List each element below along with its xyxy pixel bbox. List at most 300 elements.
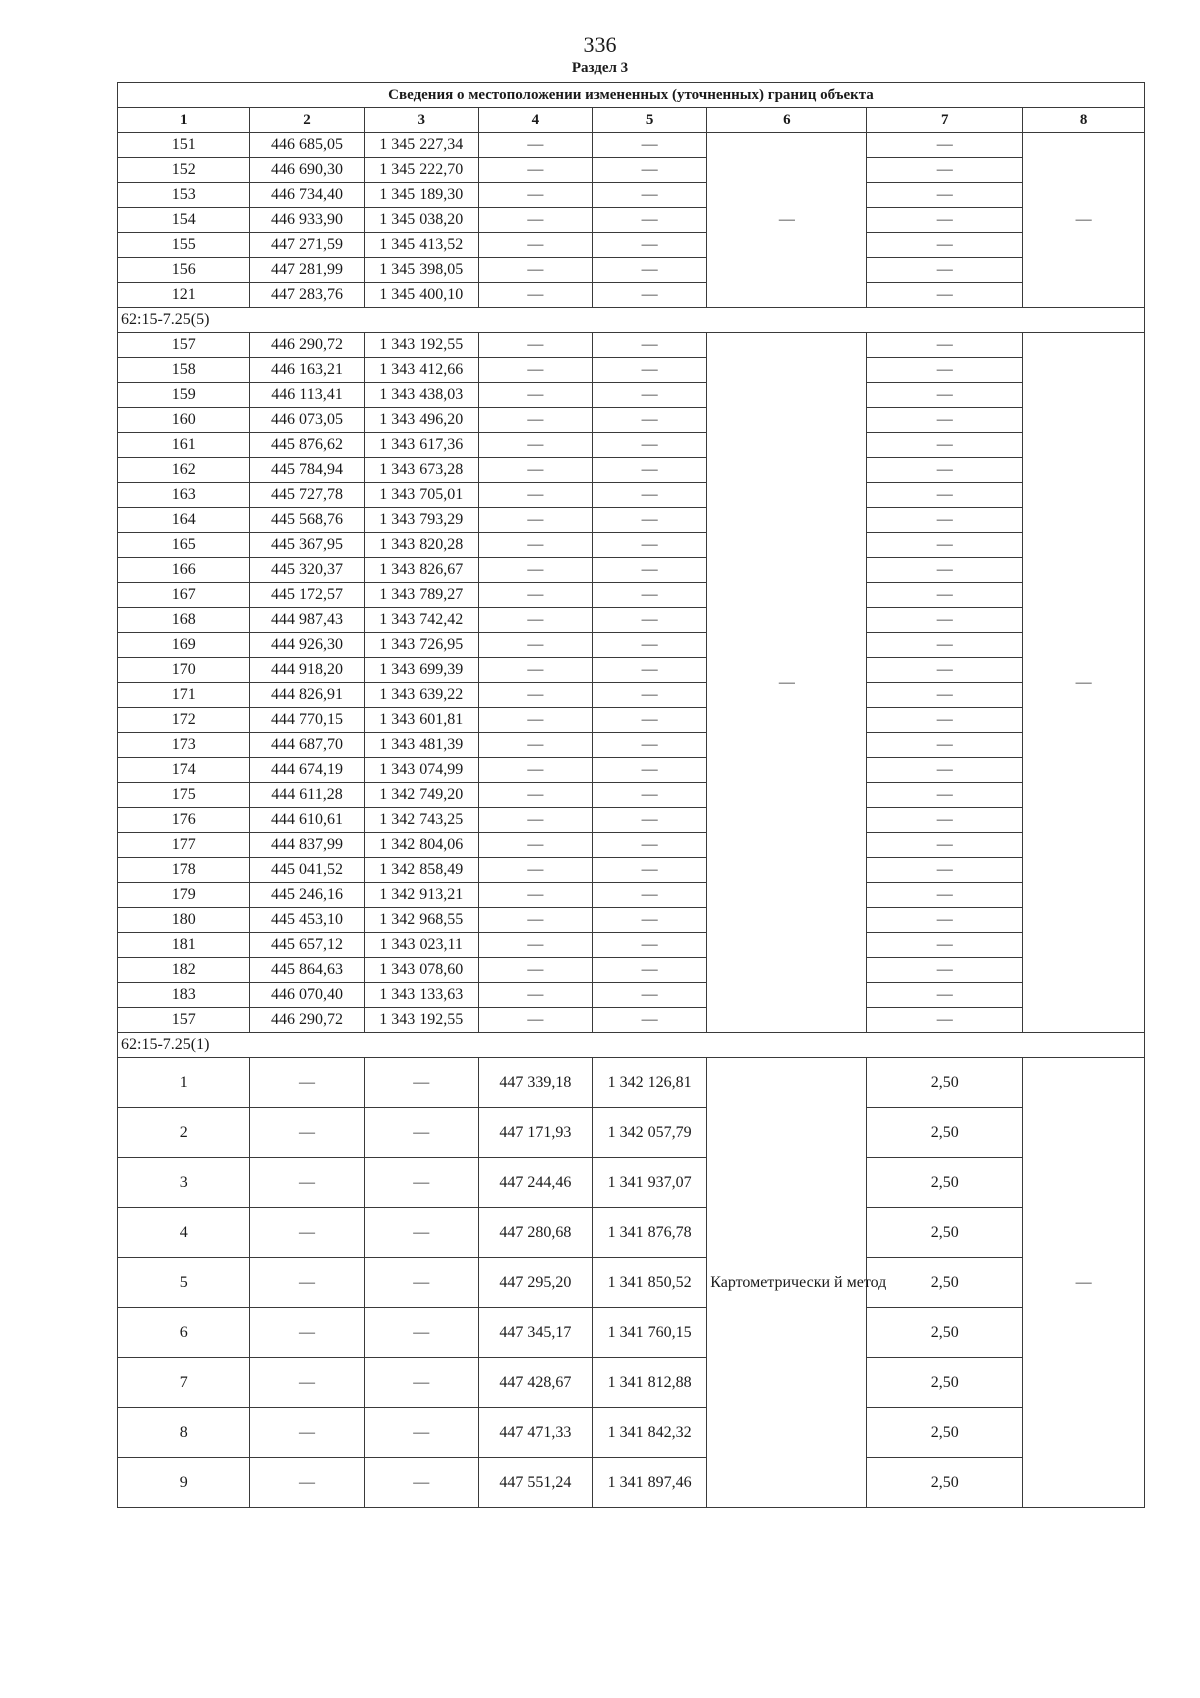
group-header-row (118, 308, 1145, 333)
cell-col-5: — (593, 758, 707, 783)
cell-col-7: — (867, 483, 1023, 508)
cell-col-5: — (593, 258, 707, 283)
cell-col-5: — (593, 333, 707, 358)
table-row (118, 858, 1145, 883)
cell-col-5: — (593, 958, 707, 983)
column-number-6: 6 (707, 108, 867, 133)
cell-col-1: 173 (118, 733, 250, 758)
cell-col-7: — (867, 758, 1023, 783)
cell-col-3: 1 342 743,25 (364, 808, 478, 833)
cell-col-2: 445 367,95 (250, 533, 364, 558)
cell-col-4: — (478, 883, 592, 908)
cell-col-1: 151 (118, 133, 250, 158)
cell-col-2: 446 073,05 (250, 408, 364, 433)
cell-col-5: 1 341 897,46 (593, 1458, 707, 1508)
cell-col-8-merged: — (1023, 333, 1145, 1033)
group-label: 62:15-7.25(5) (118, 308, 1145, 333)
cell-col-7: — (867, 733, 1023, 758)
cell-col-3: — (364, 1408, 478, 1458)
cell-col-3: 1 343 820,28 (364, 533, 478, 558)
cell-col-2: 444 610,61 (250, 808, 364, 833)
cell-col-4: — (478, 408, 592, 433)
cell-col-5: 1 341 937,07 (593, 1158, 707, 1208)
cell-col-3: 1 343 617,36 (364, 433, 478, 458)
table-row (118, 283, 1145, 308)
group-label: 62:15-7.25(1) (118, 1033, 1145, 1058)
cell-col-3: 1 342 968,55 (364, 908, 478, 933)
cell-col-5: — (593, 883, 707, 908)
cell-col-1: 164 (118, 508, 250, 533)
cell-col-3: 1 343 074,99 (364, 758, 478, 783)
cell-col-1: 178 (118, 858, 250, 883)
cell-col-2: 446 070,40 (250, 983, 364, 1008)
cell-col-4: — (478, 458, 592, 483)
cell-col-1: 174 (118, 758, 250, 783)
cell-col-1: 161 (118, 433, 250, 458)
cell-col-5: — (593, 408, 707, 433)
cell-col-4: — (478, 858, 592, 883)
cell-col-3: — (364, 1058, 478, 1108)
table-row (118, 583, 1145, 608)
cell-col-5: — (593, 908, 707, 933)
cell-col-3: — (364, 1458, 478, 1508)
cell-col-5: — (593, 633, 707, 658)
cell-col-7: 2,50 (867, 1058, 1023, 1108)
cell-col-2: 445 568,76 (250, 508, 364, 533)
cell-col-3: 1 343 699,39 (364, 658, 478, 683)
table-row (118, 1158, 1145, 1208)
cell-col-2: 446 163,21 (250, 358, 364, 383)
table-row (118, 208, 1145, 233)
table-row (118, 433, 1145, 458)
cell-col-2: 444 918,20 (250, 658, 364, 683)
cell-col-5: — (593, 358, 707, 383)
cell-col-4: — (478, 758, 592, 783)
cell-col-2: 446 690,30 (250, 158, 364, 183)
cell-col-7: — (867, 183, 1023, 208)
cell-col-5: 1 341 842,32 (593, 1408, 707, 1458)
cell-col-3: 1 343 192,55 (364, 333, 478, 358)
cell-col-4: — (478, 358, 592, 383)
table-row (118, 708, 1145, 733)
table-row (118, 483, 1145, 508)
cell-col-5: — (593, 533, 707, 558)
column-number-5: 5 (593, 108, 707, 133)
cell-col-5: — (593, 608, 707, 633)
cell-col-3: 1 345 227,34 (364, 133, 478, 158)
cell-col-5: — (593, 508, 707, 533)
table-row (118, 683, 1145, 708)
section-title: Раздел 3 (571, 60, 629, 76)
cell-col-5: — (593, 833, 707, 858)
cell-col-2: 445 864,63 (250, 958, 364, 983)
cell-col-5: — (593, 683, 707, 708)
cell-col-3: 1 343 481,39 (364, 733, 478, 758)
cell-col-7: — (867, 658, 1023, 683)
cell-col-7: 2,50 (867, 1258, 1023, 1308)
cell-col-5: — (593, 1008, 707, 1033)
cell-col-3: 1 343 742,42 (364, 608, 478, 633)
cell-col-4: — (478, 158, 592, 183)
cell-col-7: 2,50 (867, 1208, 1023, 1258)
cell-col-2: — (250, 1458, 364, 1508)
cell-col-4: — (478, 583, 592, 608)
cell-col-3: 1 343 639,22 (364, 683, 478, 708)
column-number-4: 4 (478, 108, 592, 133)
cell-col-7: — (867, 708, 1023, 733)
cell-col-2: — (250, 1058, 364, 1108)
cell-col-7: — (867, 683, 1023, 708)
cell-col-7: — (867, 408, 1023, 433)
cell-col-1: 6 (118, 1308, 250, 1358)
table-row (118, 1108, 1145, 1158)
cell-col-5: — (593, 183, 707, 208)
cell-col-7: — (867, 333, 1023, 358)
cell-col-5: — (593, 858, 707, 883)
cell-col-2: 444 674,19 (250, 758, 364, 783)
cell-col-2: 444 687,70 (250, 733, 364, 758)
table-row (118, 983, 1145, 1008)
cell-col-4: — (478, 708, 592, 733)
cell-col-4: — (478, 433, 592, 458)
table-row (118, 933, 1145, 958)
cell-col-7: — (867, 583, 1023, 608)
cell-col-1: 156 (118, 258, 250, 283)
cell-col-3: 1 343 673,28 (364, 458, 478, 483)
cell-col-3: — (364, 1208, 478, 1258)
table-row (118, 883, 1145, 908)
table-row (118, 1008, 1145, 1033)
cell-col-1: 1 (118, 1058, 250, 1108)
cell-col-2: 447 283,76 (250, 283, 364, 308)
cell-col-3: 1 345 398,05 (364, 258, 478, 283)
cell-col-7: 2,50 (867, 1158, 1023, 1208)
cell-col-2: — (250, 1108, 364, 1158)
cell-col-5: — (593, 283, 707, 308)
cell-col-2: 446 685,05 (250, 133, 364, 158)
cell-col-5: — (593, 383, 707, 408)
cell-col-7: — (867, 858, 1023, 883)
cell-col-4: — (478, 608, 592, 633)
cell-col-5: 1 341 812,88 (593, 1358, 707, 1408)
cell-col-1: 170 (118, 658, 250, 683)
cell-col-7: — (867, 883, 1023, 908)
cell-col-2: 445 657,12 (250, 933, 364, 958)
cell-col-1: 163 (118, 483, 250, 508)
cell-col-3: — (364, 1308, 478, 1358)
cell-col-8-merged: — (1023, 133, 1145, 308)
table-row (118, 658, 1145, 683)
cell-col-5: 1 342 126,81 (593, 1058, 707, 1108)
cell-col-5: — (593, 583, 707, 608)
cell-col-7: — (867, 358, 1023, 383)
cell-col-3: 1 343 496,20 (364, 408, 478, 433)
table-row (118, 758, 1145, 783)
table-row (118, 958, 1145, 983)
cell-col-4: — (478, 233, 592, 258)
table-body (118, 133, 1145, 1508)
cell-col-1: 152 (118, 158, 250, 183)
cell-col-1: 166 (118, 558, 250, 583)
cell-col-2: 444 987,43 (250, 608, 364, 633)
table-row (118, 408, 1145, 433)
cell-col-3: 1 343 793,29 (364, 508, 478, 533)
cell-col-1: 167 (118, 583, 250, 608)
cell-col-3: 1 342 858,49 (364, 858, 478, 883)
table-row (118, 733, 1145, 758)
cell-col-1: 162 (118, 458, 250, 483)
cell-col-7: — (867, 933, 1023, 958)
cell-col-7: — (867, 1008, 1023, 1033)
cell-col-4: — (478, 783, 592, 808)
cell-col-2: — (250, 1158, 364, 1208)
cell-col-2: 444 837,99 (250, 833, 364, 858)
cell-col-1: 155 (118, 233, 250, 258)
cell-col-1: 157 (118, 333, 250, 358)
cell-col-5: — (593, 158, 707, 183)
cell-col-4: 447 339,18 (478, 1058, 592, 1108)
cell-col-1: 3 (118, 1158, 250, 1208)
column-number-8: 8 (1023, 108, 1145, 133)
cell-col-2: 444 611,28 (250, 783, 364, 808)
cell-col-7: — (867, 558, 1023, 583)
cell-col-4: 447 428,67 (478, 1358, 592, 1408)
cell-col-4: — (478, 683, 592, 708)
cell-col-5: — (593, 133, 707, 158)
cell-col-3: — (364, 1258, 478, 1308)
cell-col-1: 2 (118, 1108, 250, 1158)
cell-col-1: 154 (118, 208, 250, 233)
cell-col-4: 447 471,33 (478, 1408, 592, 1458)
cell-col-4: — (478, 483, 592, 508)
cell-col-1: 4 (118, 1208, 250, 1258)
cell-col-3: — (364, 1358, 478, 1408)
cell-col-2: — (250, 1358, 364, 1408)
cell-col-7: — (867, 433, 1023, 458)
cell-col-2: 444 770,15 (250, 708, 364, 733)
cell-col-2: 445 320,37 (250, 558, 364, 583)
cell-col-1: 168 (118, 608, 250, 633)
cell-col-1: 182 (118, 958, 250, 983)
cell-col-5: — (593, 783, 707, 808)
cell-col-7: — (867, 533, 1023, 558)
cell-col-2: — (250, 1208, 364, 1258)
cell-col-4: — (478, 908, 592, 933)
cell-col-1: 157 (118, 1008, 250, 1033)
cell-col-4: — (478, 1008, 592, 1033)
cell-col-6-merged: — (707, 133, 867, 308)
cell-col-5: — (593, 733, 707, 758)
cell-col-1: 160 (118, 408, 250, 433)
cell-col-3: 1 345 222,70 (364, 158, 478, 183)
cell-col-4: — (478, 383, 592, 408)
column-number-7: 7 (867, 108, 1023, 133)
cell-col-1: 9 (118, 1458, 250, 1508)
cell-col-5: — (593, 208, 707, 233)
table-caption: Сведения о местоположении измененных (уточненных) границ объекта (118, 83, 1145, 108)
cell-col-4: — (478, 933, 592, 958)
cell-col-1: 177 (118, 833, 250, 858)
cell-col-4: — (478, 658, 592, 683)
cell-col-3: — (364, 1158, 478, 1208)
cell-col-5: — (593, 458, 707, 483)
cell-col-1: 169 (118, 633, 250, 658)
cell-col-4: — (478, 983, 592, 1008)
cell-col-7: 2,50 (867, 1408, 1023, 1458)
page-number: 336 (583, 32, 617, 57)
table-row (118, 908, 1145, 933)
cell-col-5: 1 341 850,52 (593, 1258, 707, 1308)
cell-col-4: 447 280,68 (478, 1208, 592, 1258)
table-row (118, 808, 1145, 833)
cell-col-7: — (867, 633, 1023, 658)
cell-col-5: — (593, 808, 707, 833)
table-row (118, 233, 1145, 258)
cell-col-3: 1 343 705,01 (364, 483, 478, 508)
cell-col-4: 447 171,93 (478, 1108, 592, 1158)
cell-col-2: 444 826,91 (250, 683, 364, 708)
cell-col-4: — (478, 558, 592, 583)
cell-col-2: 445 453,10 (250, 908, 364, 933)
cell-col-3: 1 343 412,66 (364, 358, 478, 383)
column-number-2: 2 (250, 108, 364, 133)
table-row (118, 1308, 1145, 1358)
cell-col-7: — (867, 808, 1023, 833)
table-row (118, 358, 1145, 383)
cell-col-4: — (478, 733, 592, 758)
column-number-3: 3 (364, 108, 478, 133)
cell-col-4: — (478, 958, 592, 983)
cell-col-4: — (478, 208, 592, 233)
cell-col-5: — (593, 933, 707, 958)
cell-col-7: — (867, 208, 1023, 233)
cell-col-7: 2,50 (867, 1358, 1023, 1408)
cell-col-2: 444 926,30 (250, 633, 364, 658)
cell-col-4: — (478, 133, 592, 158)
cell-col-1: 5 (118, 1258, 250, 1308)
cell-col-7: — (867, 958, 1023, 983)
cell-col-7: — (867, 983, 1023, 1008)
cell-col-7: — (867, 908, 1023, 933)
cell-col-2: 445 246,16 (250, 883, 364, 908)
cell-col-4: — (478, 283, 592, 308)
cell-col-1: 179 (118, 883, 250, 908)
cell-col-1: 7 (118, 1358, 250, 1408)
column-number-1: 1 (118, 108, 250, 133)
cell-col-3: 1 345 038,20 (364, 208, 478, 233)
table-row (118, 1458, 1145, 1508)
cell-col-4: 447 345,17 (478, 1308, 592, 1358)
cell-col-3: 1 342 913,21 (364, 883, 478, 908)
table-row (118, 333, 1145, 358)
cell-col-3: 1 343 438,03 (364, 383, 478, 408)
cell-col-2: 445 041,52 (250, 858, 364, 883)
cell-col-6-merged: Картометрически й метод (707, 1058, 867, 1508)
cell-col-3: — (364, 1108, 478, 1158)
table-row (118, 633, 1145, 658)
cell-col-1: 153 (118, 183, 250, 208)
cell-col-2: 446 734,40 (250, 183, 364, 208)
cell-col-7: 2,50 (867, 1308, 1023, 1358)
cell-col-4: — (478, 333, 592, 358)
cell-col-1: 175 (118, 783, 250, 808)
cell-col-7: — (867, 158, 1023, 183)
cell-col-1: 180 (118, 908, 250, 933)
cell-col-7: 2,50 (867, 1458, 1023, 1508)
cell-col-5: — (593, 483, 707, 508)
cell-col-2: 446 290,72 (250, 333, 364, 358)
cell-col-2: 445 876,62 (250, 433, 364, 458)
cell-col-2: 446 113,41 (250, 383, 364, 408)
table-row (118, 533, 1145, 558)
cell-col-2: 447 271,59 (250, 233, 364, 258)
table-row (118, 558, 1145, 583)
cell-col-7: — (867, 508, 1023, 533)
cell-col-2: — (250, 1408, 364, 1458)
cell-col-3: 1 342 804,06 (364, 833, 478, 858)
cell-col-1: 183 (118, 983, 250, 1008)
table-row (118, 458, 1145, 483)
cell-col-5: — (593, 658, 707, 683)
table-row (118, 1058, 1145, 1108)
table-row (118, 133, 1145, 158)
cell-col-1: 172 (118, 708, 250, 733)
cell-col-6-merged: — (707, 333, 867, 1033)
cell-col-4: 447 244,46 (478, 1158, 592, 1208)
cell-col-5: — (593, 233, 707, 258)
cell-col-5: — (593, 983, 707, 1008)
boundary-coordinates-table (117, 82, 1145, 1508)
table-row (118, 258, 1145, 283)
cell-col-7: 2,50 (867, 1108, 1023, 1158)
cell-col-2: 445 727,78 (250, 483, 364, 508)
table-row (118, 1208, 1145, 1258)
cell-col-2: — (250, 1308, 364, 1358)
cell-col-4: — (478, 183, 592, 208)
cell-col-4: — (478, 508, 592, 533)
cell-col-1: 165 (118, 533, 250, 558)
cell-col-3: 1 343 192,55 (364, 1008, 478, 1033)
cell-col-7: — (867, 383, 1023, 408)
cell-col-5: — (593, 433, 707, 458)
table-row (118, 183, 1145, 208)
cell-col-5: 1 341 760,15 (593, 1308, 707, 1358)
cell-col-2: 446 290,72 (250, 1008, 364, 1033)
cell-col-1: 176 (118, 808, 250, 833)
cell-col-3: 1 345 413,52 (364, 233, 478, 258)
cell-col-3: 1 343 826,67 (364, 558, 478, 583)
cell-col-2: 445 784,94 (250, 458, 364, 483)
table-row (118, 1408, 1145, 1458)
cell-col-1: 159 (118, 383, 250, 408)
cell-col-4: — (478, 833, 592, 858)
cell-col-5: — (593, 708, 707, 733)
table-row (118, 158, 1145, 183)
column-numbers-row (118, 108, 1145, 133)
cell-col-2: 447 281,99 (250, 258, 364, 283)
cell-col-7: — (867, 783, 1023, 808)
cell-col-7: — (867, 458, 1023, 483)
cell-col-3: 1 345 400,10 (364, 283, 478, 308)
cell-col-3: 1 345 189,30 (364, 183, 478, 208)
cell-col-5: — (593, 558, 707, 583)
cell-col-7: — (867, 608, 1023, 633)
cell-col-4: — (478, 633, 592, 658)
cell-col-3: 1 343 023,11 (364, 933, 478, 958)
cell-col-3: 1 343 601,81 (364, 708, 478, 733)
group-header-row (118, 1033, 1145, 1058)
cell-col-7: — (867, 833, 1023, 858)
